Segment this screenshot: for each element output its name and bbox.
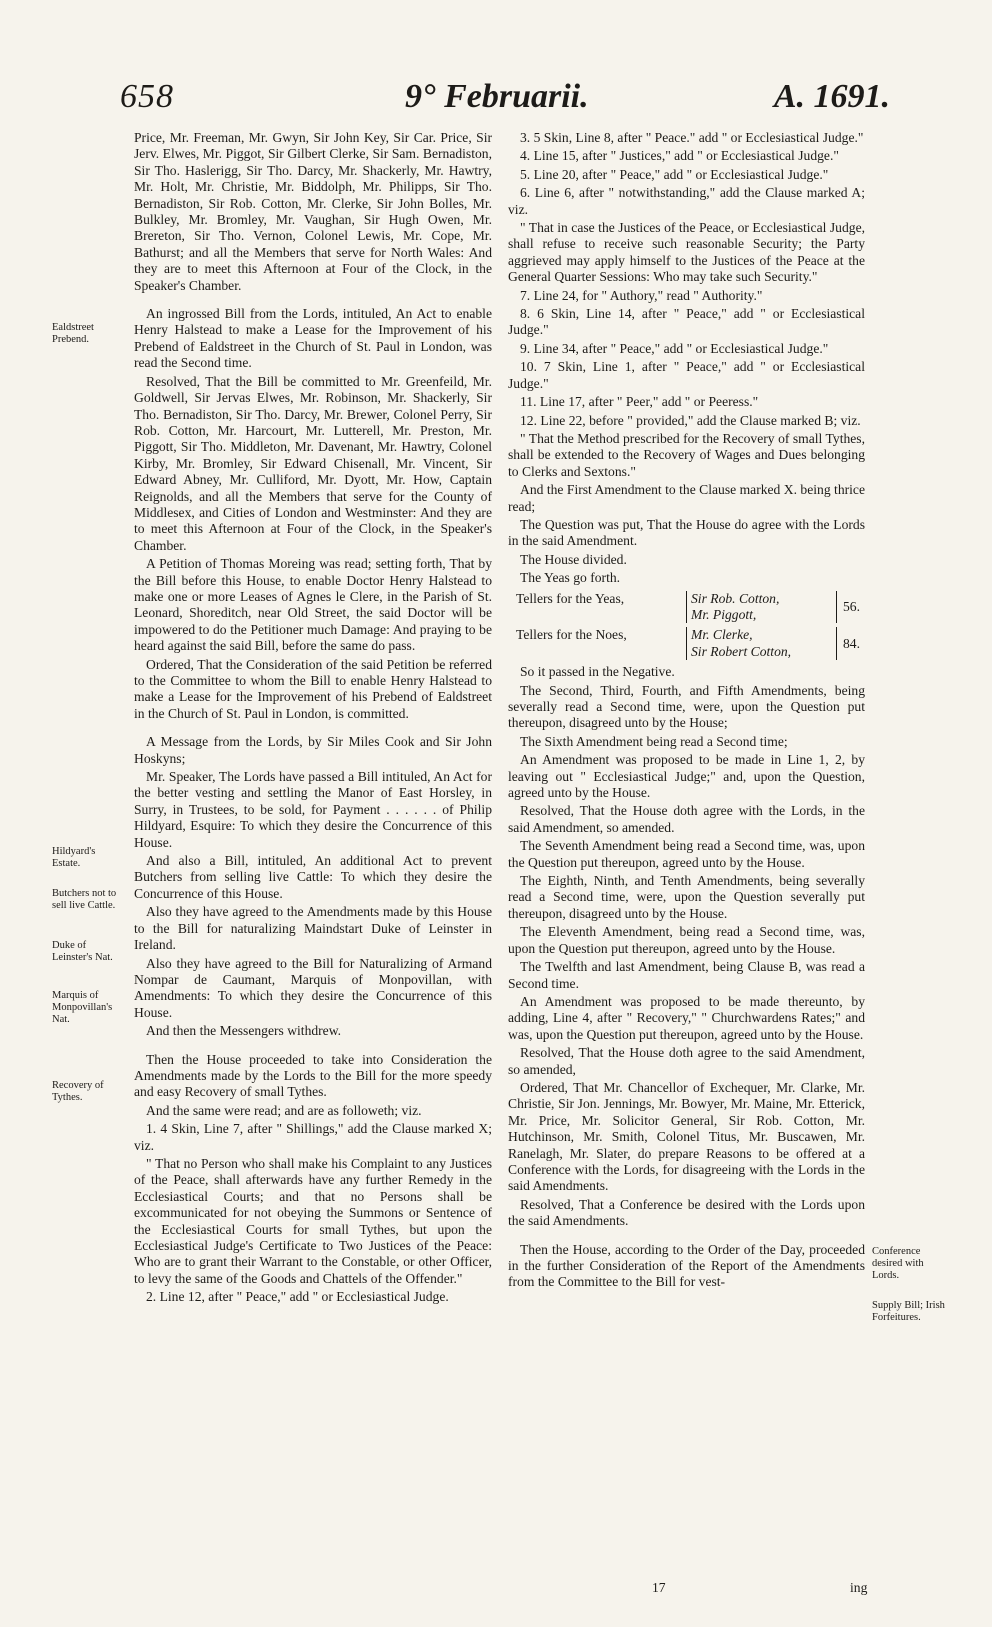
paragraph: A Message from the Lords, by Sir Miles Cook and Sir John Hoskyns; <box>134 734 492 766</box>
paragraph: And the same were read; and are as followeth; viz. <box>146 1102 422 1118</box>
margin-note-conference: Conference desired with Lords. <box>872 1246 924 1281</box>
page-header <box>120 78 890 128</box>
paragraph: " That in case the Justices of the Peace, or Ecclesiastical Judge, shall refuse to receive such reasonable Security; the Party aggrieved may apply himself to the Justices of the Peace at the General Quarter Sessions: Who may take such Security." <box>508 220 865 285</box>
teller-name: Sir Robert Cotton, <box>691 643 792 659</box>
tellers-yeas-names <box>686 591 836 624</box>
tellers-noes-names <box>686 627 836 660</box>
paragraph: The House divided. <box>520 551 627 567</box>
paragraph: 8. 6 Skin, Line 14, after " Peace," add " or Ecclesiastical Judge." <box>508 306 865 338</box>
paragraph: The Eleventh Amendment, being read a Second time, was, upon the Question put thereupon, agreed unto by the House. <box>508 924 865 956</box>
paragraph: Price, Mr. Freeman, Mr. Gwyn, Sir John Key, Sir Car. Price, Sir Jerv. Elwes, Mr. Piggot, Sir Gilbert Clerke, Sir Sam. Bernadiston, Sir Tho. Haslerigg, Sir Tho. Darcy, Mr. Shackerly, Mr. Hawtry, Mr. Holt, Mr. Christie, Mr. Biddolph, Mr. Philipps, Sir Tho. Bernadiston, Sir Rob. Cotton, Mr. Clerke, Sir John Bolles, Mr. Bulkley, Mr. Bromley, Mr. Vaughan, Sir Hugh Owen, Mr. Brereton, Sir Tho. Vernon, Colonel Lewis, Mr. Cope, Mr. Bathurst; and all the Members that serve for North Wales: And they are to meet this Afternoon at Four of the Clock, in the Speaker's Chamber. <box>134 130 492 293</box>
paragraph: Resolved, That a Conference be desired with the Lords upon the said Amendments. <box>508 1196 865 1229</box>
paragraph: 11. Line 17, after " Peer," add " or Peeress." <box>520 394 759 410</box>
tellers-yeas <box>516 591 865 624</box>
margin-note-hildyard: Hildyard's Estate. <box>52 846 96 869</box>
paragraph: The Seventh Amendment being read a Second time, was, upon the Question put thereupon, agreed unto by the House. <box>508 838 865 870</box>
paragraph: Resolved, That the House doth agree with the Lords, in the said Amendment, so amended. <box>508 803 865 835</box>
paragraph: And the First Amendment to the Clause marked X. being thrice read; <box>508 482 865 514</box>
paragraph: So it passed in the Negative. <box>520 664 675 680</box>
paragraph: Resolved, That the House doth agree to the said Amendment, so amended, <box>508 1045 865 1077</box>
right-column <box>508 130 865 1293</box>
margin-note-ealdstreet: Ealdstreet Prebend. <box>52 322 94 345</box>
paragraph: 7. Line 24, for " Authory," read " Authority." <box>520 287 763 303</box>
paragraph: 6. Line 6, after " notwithstanding," add the Clause marked A; viz. <box>508 185 865 217</box>
paragraph: Then the House, according to the Order of the Day, proceeded in the further Consideration of the Report of the Amendments from the Committee to the Bill for vest- <box>508 1241 865 1290</box>
paragraph: A Petition of Thomas Moreing was read; setting forth, That by the Bill before this House, to enable Doctor Henry Halstead to make one or more Leases of Agnes le Clere, in the Parish of St. Leonard, Shoreditch, near Old Street, the said Doctor will be impowered to do the Petitioner much Damage: And praying to be heard against the said Bill, before the same do pass. <box>134 556 492 654</box>
teller-name: Sir Rob. Cotton, <box>691 590 780 606</box>
catchword: ing <box>850 1580 868 1595</box>
left-column <box>134 130 492 1308</box>
page-year: A. 1691. <box>773 78 890 115</box>
margin-note-supply: Supply Bill; Irish Forfeitures. <box>872 1300 945 1323</box>
paragraph: Ordered, That Mr. Chancellor of Exchequer, Mr. Clarke, Mr. Christie, Sir Jon. Jennings, Mr. Bowyer, Mr. Maine, Mr. Etterick, Mr. Price, Mr. Solicitor General, Sir Rob. Cotton, Mr. Hutchinson, Mr. Smith, Colonel Titus, Mr. Buscawen, Mr. Ranelagh, Mr. Slater, do prepare Reasons to be offered at a Conference with the Lords, for disagreeing with the Lords in the said Amendments. <box>508 1079 865 1194</box>
paragraph: 2. Line 12, after " Peace," add " or Ecclesiastical Judge. <box>146 1289 449 1305</box>
paragraph: The Eighth, Ninth, and Tenth Amendments, being severally read a Second time, were, upon the Question severally put thereupon, disagreed unto by the House. <box>508 873 865 921</box>
tellers-noes-label: Tellers for the Noes, <box>516 627 627 643</box>
paragraph: An Amendment was proposed to be made thereunto, by adding, Line 4, after " Recovery," " Churchwardens Rates;" and was, upon the Question put thereupon, agreed unto by the House. <box>508 993 865 1042</box>
paragraph: 12. Line 22, before " provided," add the Clause marked B; viz. <box>520 412 861 428</box>
paragraph: 9. Line 34, after " Peace," add " or Ecclesiastical Judge." <box>520 340 829 356</box>
tellers-noes-count: 84. <box>836 627 876 660</box>
paragraph: Then the House proceeded to take into Consideration the Amendments made by the Lords to the Bill for the more speedy and easy Recovery of small Tythes. <box>134 1051 492 1100</box>
paragraph: The Yeas go forth. <box>520 570 621 586</box>
paragraph: 5. Line 20, after " Peace," add " or Ecclesiastical Judge." <box>520 166 829 182</box>
paragraph: And also a Bill, intituled, An additional Act to prevent Butchers from selling live Cattle: To which they desire the Concurrence of this House. <box>134 853 492 901</box>
tellers-yeas-label: Tellers for the Yeas, <box>516 590 625 606</box>
paragraph: The Question was put, That the House do agree with the Lords in the said Amendment. <box>508 516 865 549</box>
paragraph: " That no Person who shall make his Complaint to any Justices of the Peace, shall afterwards have any further Remedy in the Ecclesiastical Courts; and that no Persons shall be excommunicated for not obeying the Summons or Sentence of the Ecclesiastical Courts for small Tythes, but upon the Ecclesiastical Judge's Certificate to Two Justices of the Peace: Who are to grant their Warrant to the Constable, or other Officer, to levy the same of the Goods and Chattels of the Offender." <box>134 1155 492 1286</box>
teller-name: Mr. Piggott, <box>691 606 757 622</box>
margin-note-tythes: Recovery of Tythes. <box>52 1080 104 1103</box>
page-date: 9° Februarii. <box>405 78 589 115</box>
paragraph: Mr. Speaker, The Lords have passed a Bill intituled, An Act for the better vesting and settling the Manor of East Horsley, in Surry, in Trustees, to be sold, for Payment . . . . . . of Philip Hildyard, Esquire: To which they desire the Concurrence of this House. <box>134 769 492 850</box>
tellers-yeas-count: 56. <box>836 591 876 624</box>
paragraph: The Twelfth and last Amendment, being Clause B, was read a Second time. <box>508 959 865 991</box>
paragraph: 4. Line 15, after " Justices," add " or Ecclesiastical Judge." <box>520 148 839 164</box>
paragraph: Also they have agreed to the Bill for Naturalizing of Armand Nompar de Caumant, Marquis of Monpovillan, with Amendments: To which they desire the Concurrence of this House. <box>134 955 492 1020</box>
tellers-noes <box>516 627 865 660</box>
page-number: 658 <box>120 78 174 115</box>
paragraph: " That the Method prescribed for the Recovery of small Tythes, shall be extended to the Recovery of Wages and Dues belonging to Clerks and Sextons." <box>508 430 865 479</box>
paragraph: An ingrossed Bill from the Lords, intituled, An Act to enable Henry Halstead to make a Lease for the Improvement of his Prebend of Ealdstreet in the Church of St. Paul in London, was read the Second time. <box>134 306 492 371</box>
paragraph: Also they have agreed to the Amendments made by this House to the Bill for naturalizing Maindstart Duke of Leinster in Ireland. <box>134 904 492 953</box>
margin-note-butchers: Butchers not to sell live Cattle. <box>52 888 117 911</box>
margin-note-monpovillan: Marquis of Monpovillan's Nat. <box>52 990 113 1025</box>
paragraph: The Second, Third, Fourth, and Fifth Amendments, being severally read a Second time, were, upon the Question put thereupon, disagreed unto by the House; <box>508 682 865 731</box>
paragraph: Resolved, That the Bill be committed to Mr. Greenfeild, Mr. Goldwell, Sir Jervas Elwes, Mr. Robinson, Mr. Shackerly, Sir Tho. Bernadiston, Sir Tho. Darcy, Mr. Brewer, Colonel Perry, Sir Rob. Cotton, Mr. Harcourt, Mr. Lutterell, Mr. Preston, Mr. Piggott, Sir Tho. Middleton, Mr. Davenant, Mr. Hawtry, Colonel Kirby, Mr. Bromley, Sir Edward Chisenall, Mr. Vincent, Sir Edward Abney, Mr. Culliford, Mr. Dyott, Mr. How, Captain Reignolds, and all the Members that serve for the County of Middlesex, and Cities of London and Westminster: And they are to meet this Afternoon at Four of the Clock, in the Speaker's Chamber. <box>134 373 492 553</box>
teller-name: Mr. Clerke, <box>691 627 753 643</box>
paragraph: And then the Messengers withdrew. <box>146 1023 342 1039</box>
paragraph: 3. 5 Skin, Line 8, after " Peace." add " or Ecclesiastical Judge." <box>520 130 864 145</box>
margin-note-leinster: Duke of Leinster's Nat. <box>52 940 113 963</box>
paragraph: 10. 7 Skin, Line 1, after " Peace," add " or Ecclesiastical Judge." <box>508 359 865 391</box>
paragraph: An Amendment was proposed to be made in Line 1, 2, by leaving out " Ecclesiastical Judge;" and, upon the Question, agreed unto by the House. <box>508 752 865 801</box>
paragraph: The Sixth Amendment being read a Second time; <box>520 733 788 749</box>
signature-mark: 17 <box>652 1580 666 1595</box>
paragraph: Ordered, That the Consideration of the said Petition be referred to the Committee to whom the Bill to enable Henry Halstead to make a Lease for the Improvement of his Prebend of Ealdstreet in the Church of St. Paul in London, is committed. <box>134 656 492 721</box>
paragraph: 1. 4 Skin, Line 7, after " Shillings," add the Clause marked X; viz. <box>134 1121 492 1153</box>
